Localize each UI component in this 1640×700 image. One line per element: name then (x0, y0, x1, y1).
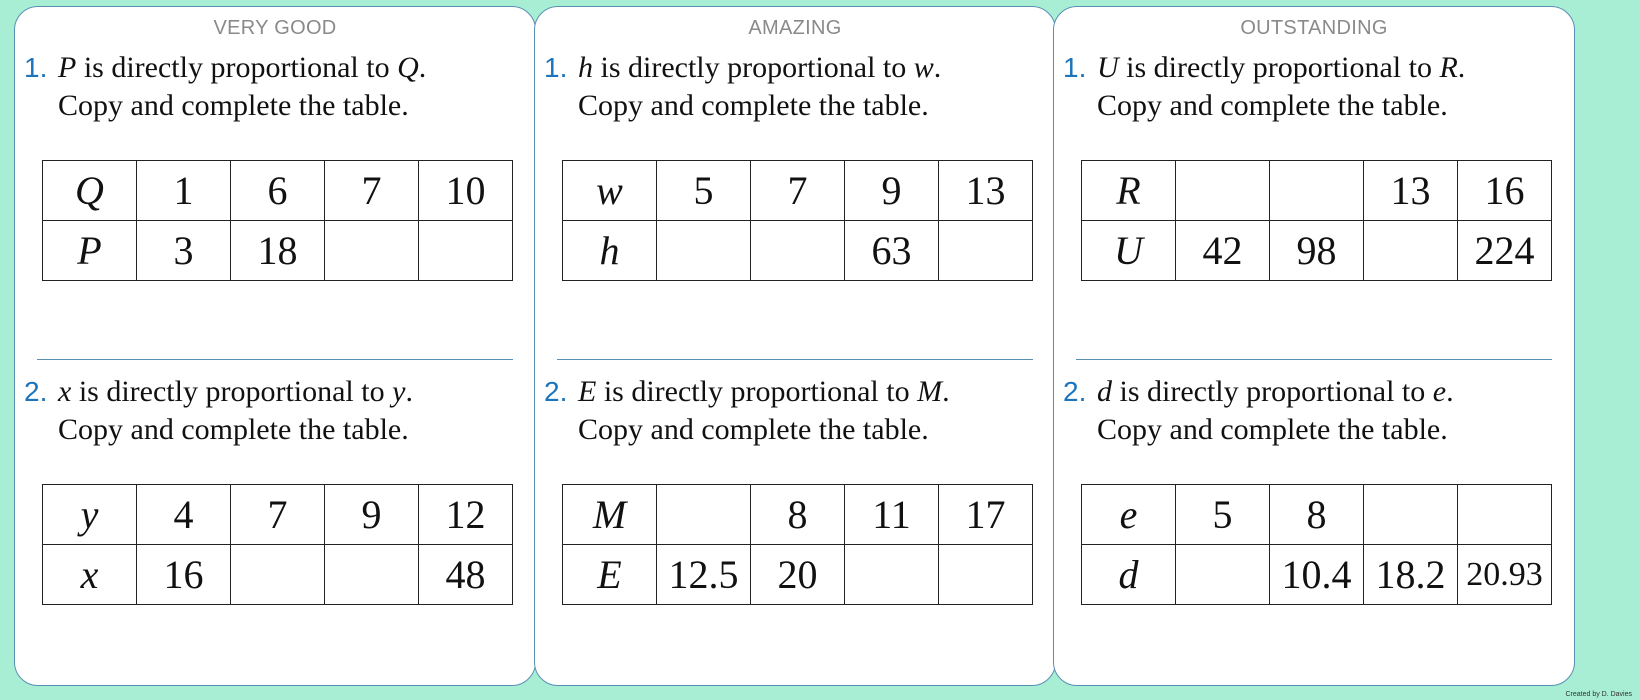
question-statement (1054, 49, 1574, 87)
proportion-table (562, 160, 1033, 281)
table-cell: 4 (137, 485, 231, 545)
question-statement (15, 373, 535, 411)
table-cell (1176, 161, 1270, 221)
table-cell: 1 (137, 161, 231, 221)
table-cell: 16 (137, 545, 231, 605)
worksheet-panel (1053, 6, 1575, 686)
table-cell: 98 (1270, 221, 1364, 281)
table-cell: 11 (845, 485, 939, 545)
table-cell: 48 (419, 545, 513, 605)
question-instruction: Copy and complete the table. (578, 413, 929, 446)
proportion-table (1081, 484, 1552, 605)
question-text: P is directly proportional to Q. (58, 51, 427, 84)
question-number: 2. (1063, 376, 1087, 407)
independent-variable: e (1432, 375, 1447, 408)
question-statement (535, 373, 1055, 411)
question-text: U is directly proportional to R. (1097, 51, 1466, 84)
dependent-variable: d (1097, 375, 1112, 408)
independent-variable: R (1439, 51, 1458, 84)
table-cell (419, 221, 513, 281)
question-text: d is directly proportional to e. (1097, 375, 1454, 408)
table-row (563, 485, 1033, 545)
table-cell: 12 (419, 485, 513, 545)
dependent-variable: P (58, 51, 77, 84)
table-cell: 20 (751, 545, 845, 605)
dependent-variable: E (578, 375, 597, 408)
panel-title: OUTSTANDING (1240, 17, 1388, 39)
table-cell: 18.2 (1364, 545, 1458, 605)
table-cell: 7 (231, 485, 325, 545)
table-row (1082, 161, 1552, 221)
question-instruction: Copy and complete the table. (578, 89, 929, 122)
question-instruction: Copy and complete the table. (1097, 89, 1448, 122)
question-2 (1054, 373, 1574, 597)
variable-header-cell: E (563, 545, 657, 605)
table-cell (657, 485, 751, 545)
table-cell (1270, 161, 1364, 221)
question-statement (535, 49, 1055, 87)
table-cell: 20.93 (1458, 545, 1552, 605)
variable-header-cell: h (563, 221, 657, 281)
table-row (563, 161, 1033, 221)
table-row (563, 545, 1033, 605)
table-cell: 8 (1270, 485, 1364, 545)
table-cell (1364, 485, 1458, 545)
independent-variable: M (917, 375, 943, 408)
table-cell: 5 (1176, 485, 1270, 545)
question-number: 1. (24, 52, 48, 83)
relation-text: is directly proportional to (600, 51, 907, 84)
table-cell: 42 (1176, 221, 1270, 281)
table-cell: 12.5 (657, 545, 751, 605)
question-text: h is directly proportional to w. (578, 51, 942, 84)
variable-header-cell: x (43, 545, 137, 605)
table-cell: 63 (845, 221, 939, 281)
question-1 (1054, 49, 1574, 273)
question-1 (535, 49, 1055, 273)
table-row (43, 161, 513, 221)
worksheet-panel (14, 6, 536, 686)
variable-header-cell: R (1082, 161, 1176, 221)
table-row (43, 545, 513, 605)
table-row (43, 485, 513, 545)
table-row (1082, 485, 1552, 545)
variable-header-cell: Q (43, 161, 137, 221)
table-cell (325, 545, 419, 605)
table-cell: 8 (751, 485, 845, 545)
independent-variable: y (392, 375, 406, 408)
table-cell (1364, 221, 1458, 281)
question-2 (15, 373, 535, 597)
table-cell (939, 221, 1033, 281)
table-cell: 224 (1458, 221, 1552, 281)
variable-header-cell: d (1082, 545, 1176, 605)
question-instruction: Copy and complete the table. (58, 89, 409, 122)
table-cell: 7 (751, 161, 845, 221)
panel-title: VERY GOOD (213, 17, 337, 39)
table-cell (939, 545, 1033, 605)
question-number: 2. (544, 376, 568, 407)
table-cell: 9 (325, 485, 419, 545)
question-1 (15, 49, 535, 273)
table-cell: 6 (231, 161, 325, 221)
relation-text: is directly proportional to (1126, 51, 1432, 84)
variable-header-cell: y (43, 485, 137, 545)
proportion-table (42, 484, 513, 605)
table-cell: 13 (1364, 161, 1458, 221)
table-cell: 13 (939, 161, 1033, 221)
variable-header-cell: P (43, 221, 137, 281)
independent-variable: w (913, 51, 934, 84)
relation-text: is directly proportional to (78, 375, 385, 408)
independent-variable: Q (397, 51, 419, 84)
table-row (1082, 545, 1552, 605)
proportion-table (42, 160, 513, 281)
question-2 (535, 373, 1055, 597)
table-cell: 10.4 (1270, 545, 1364, 605)
dependent-variable: h (578, 51, 593, 84)
table-cell: 3 (137, 221, 231, 281)
question-number: 2. (24, 376, 48, 407)
variable-header-cell: M (563, 485, 657, 545)
section-divider (557, 359, 1033, 360)
table-row (563, 221, 1033, 281)
credit-text: Created by D. Davies (1565, 691, 1632, 698)
table-cell (1176, 545, 1270, 605)
variable-header-cell: e (1082, 485, 1176, 545)
question-text: E is directly proportional to M. (578, 375, 950, 408)
section-divider (1076, 359, 1552, 360)
table-cell: 9 (845, 161, 939, 221)
variable-header-cell: w (563, 161, 657, 221)
table-cell: 17 (939, 485, 1033, 545)
relation-text: is directly proportional to (1119, 375, 1426, 408)
dependent-variable: x (58, 375, 72, 408)
question-number: 1. (1063, 52, 1087, 83)
question-instruction: Copy and complete the table. (58, 413, 409, 446)
table-row (43, 221, 513, 281)
table-cell (751, 221, 845, 281)
table-cell (845, 545, 939, 605)
table-cell: 10 (419, 161, 513, 221)
variable-header-cell: U (1082, 221, 1176, 281)
question-instruction: Copy and complete the table. (1097, 413, 1448, 446)
table-cell (231, 545, 325, 605)
question-statement (1054, 373, 1574, 411)
proportion-table (1081, 160, 1552, 281)
table-cell: 5 (657, 161, 751, 221)
table-cell (1458, 485, 1552, 545)
table-cell: 18 (231, 221, 325, 281)
table-cell (325, 221, 419, 281)
table-row (1082, 221, 1552, 281)
section-divider (37, 359, 513, 360)
proportion-table (562, 484, 1033, 605)
dependent-variable: U (1097, 51, 1119, 84)
question-number: 1. (544, 52, 568, 83)
table-cell: 7 (325, 161, 419, 221)
table-cell (657, 221, 751, 281)
worksheet-panel (534, 6, 1056, 686)
relation-text: is directly proportional to (603, 375, 910, 408)
table-cell: 16 (1458, 161, 1552, 221)
panel-title: AMAZING (748, 17, 842, 39)
relation-text: is directly proportional to (83, 51, 390, 84)
question-statement (15, 49, 535, 87)
question-text: x is directly proportional to y. (58, 375, 413, 408)
